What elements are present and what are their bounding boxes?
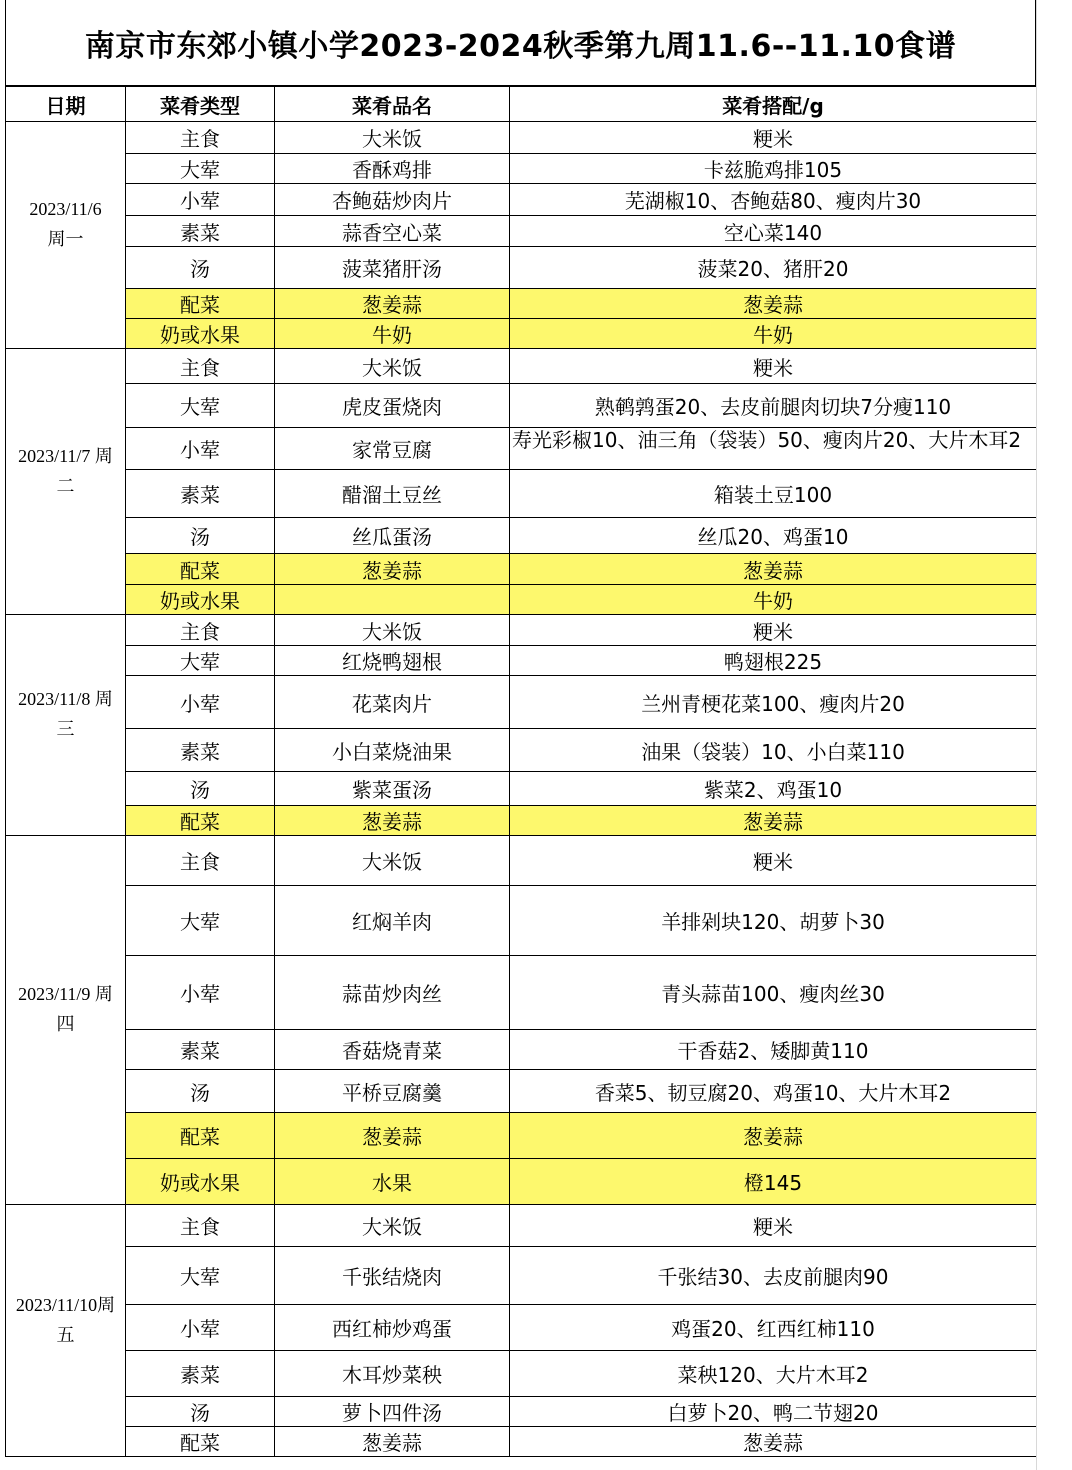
dish-recipe-cell: 青头蒜苗100、瘦肉丝30	[510, 956, 1037, 1030]
dish-name-cell: 香菇烧青菜	[275, 1030, 510, 1070]
menu-row	[6, 615, 1037, 646]
menu-row	[6, 676, 1037, 729]
dish-type-cell: 主食	[126, 836, 275, 886]
header-dish-type: 菜肴类型	[126, 87, 275, 122]
menu-row	[6, 1351, 1037, 1397]
dish-type-cell: 奶或水果	[126, 585, 275, 615]
dish-type-cell: 主食	[126, 615, 275, 646]
menu-row	[6, 1070, 1037, 1113]
dish-name-cell: 葱姜蒜	[275, 1427, 510, 1457]
dish-type-cell: 汤	[126, 518, 275, 554]
sheet-gridline	[1036, 0, 1037, 1470]
dish-recipe-cell: 空心菜140	[510, 216, 1037, 247]
dish-recipe-cell: 寿光彩椒10、油三角（袋装）50、瘦肉片20、大片木耳2	[510, 428, 1037, 470]
menu-row	[6, 1397, 1037, 1427]
menu-row	[6, 1205, 1037, 1247]
dish-name-cell: 花菜肉片	[275, 676, 510, 729]
dish-name-cell: 虎皮蛋烧肉	[275, 384, 510, 428]
dish-name-cell: 红焖羊肉	[275, 886, 510, 956]
menu-row	[6, 1247, 1037, 1305]
dish-type-cell: 小荤	[126, 428, 275, 470]
day-weekday: 三	[56, 719, 75, 739]
header-dish-name: 菜肴品名	[275, 87, 510, 122]
dish-type-cell: 大荤	[126, 646, 275, 676]
dish-type-cell: 配菜	[126, 1113, 275, 1159]
menu-title: 南京市东郊小镇小学2023-2024秋季第九周11.6--11.10食谱	[5, 0, 1036, 86]
dish-recipe-cell: 粳米	[510, 836, 1037, 886]
menu-body	[6, 122, 1037, 1457]
dish-name-cell: 小白菜烧油果	[275, 729, 510, 772]
menu-sheet	[5, 0, 1036, 1457]
menu-row	[6, 349, 1037, 384]
dish-type-cell: 大荤	[126, 1247, 275, 1305]
menu-row	[6, 247, 1037, 289]
dish-type-cell: 小荤	[126, 676, 275, 729]
dish-type-cell: 奶或水果	[126, 1159, 275, 1205]
dish-name-cell: 杏鲍菇炒肉片	[275, 184, 510, 216]
dish-recipe-cell: 鸡蛋20、红西红柿110	[510, 1305, 1037, 1351]
day-date: 2023/11/8 周	[18, 689, 113, 709]
dish-recipe-cell: 白萝卜20、鸭二节翅20	[510, 1397, 1037, 1427]
dish-recipe-cell: 粳米	[510, 615, 1037, 646]
dish-name-cell: 香酥鸡排	[275, 154, 510, 184]
day-weekday: 二	[56, 475, 75, 496]
dish-name-cell: 葱姜蒜	[275, 1113, 510, 1159]
dish-recipe-cell: 葱姜蒜	[510, 806, 1037, 836]
dish-recipe-cell: 芜湖椒10、杏鲍菇80、瘦肉片30	[510, 184, 1037, 216]
dish-name-cell: 水果	[275, 1159, 510, 1205]
day-date-cell	[6, 1205, 126, 1457]
day-date: 2023/11/10周	[15, 1294, 116, 1315]
dish-name-cell: 大米饭	[275, 836, 510, 886]
day-date-cell	[6, 836, 126, 1205]
dish-recipe-cell: 千张结30、去皮前腿肉90	[510, 1247, 1037, 1305]
header-date: 日期	[6, 87, 126, 122]
dish-name-cell: 红烧鸭翅根	[275, 646, 510, 676]
dish-name-cell: 大米饭	[275, 615, 510, 646]
dish-recipe-cell: 菜秧120、大片木耳2	[510, 1351, 1037, 1397]
day-weekday: 四	[56, 1014, 75, 1034]
dish-type-cell: 主食	[126, 1205, 275, 1247]
dish-name-cell: 菠菜猪肝汤	[275, 247, 510, 289]
dish-recipe-cell: 葱姜蒜	[510, 1427, 1037, 1457]
dish-type-cell: 汤	[126, 772, 275, 806]
dish-recipe-cell: 鸭翅根225	[510, 646, 1037, 676]
dish-name-cell: 丝瓜蛋汤	[275, 518, 510, 554]
menu-row	[6, 1030, 1037, 1070]
menu-row	[6, 216, 1037, 247]
dish-name-cell: 萝卜四件汤	[275, 1397, 510, 1427]
dish-name-cell: 大米饭	[275, 349, 510, 384]
dish-recipe-cell: 紫菜2、鸡蛋10	[510, 772, 1037, 806]
menu-row	[6, 554, 1037, 585]
dish-recipe-cell: 葱姜蒜	[510, 289, 1037, 319]
menu-row	[6, 646, 1037, 676]
dish-name-cell: 葱姜蒜	[275, 289, 510, 319]
dish-type-cell: 素菜	[126, 1030, 275, 1070]
dish-type-cell: 大荤	[126, 384, 275, 428]
menu-row	[6, 184, 1037, 216]
header-row	[6, 87, 1037, 122]
dish-name-cell: 醋溜土豆丝	[275, 470, 510, 518]
menu-table	[5, 86, 1037, 1457]
dish-recipe-cell: 橙145	[510, 1159, 1037, 1205]
dish-recipe-cell: 卡兹脆鸡排105	[510, 154, 1037, 184]
dish-recipe-cell: 香菜5、韧豆腐20、鸡蛋10、大片木耳2	[510, 1070, 1037, 1113]
dish-type-cell: 主食	[126, 349, 275, 384]
dish-type-cell: 大荤	[126, 886, 275, 956]
dish-recipe-cell: 菠菜20、猪肝20	[510, 247, 1037, 289]
dish-recipe-cell: 油果（袋装）10、小白菜110	[510, 729, 1037, 772]
menu-row	[6, 470, 1037, 518]
dish-recipe-cell: 熟鹌鹑蛋20、去皮前腿肉切块7分瘦110	[510, 384, 1037, 428]
menu-row	[6, 806, 1037, 836]
day-date: 2023/11/6	[29, 199, 102, 219]
dish-recipe-cell: 干香菇2、矮脚黄110	[510, 1030, 1037, 1070]
dish-name-cell: 葱姜蒜	[275, 806, 510, 836]
dish-type-cell: 素菜	[126, 216, 275, 247]
dish-type-cell: 奶或水果	[126, 319, 275, 349]
dish-recipe-cell: 兰州青梗花菜100、瘦肉片20	[510, 676, 1037, 729]
day-weekday: 五	[56, 1324, 75, 1345]
dish-type-cell: 配菜	[126, 554, 275, 585]
dish-name-cell: 牛奶	[275, 319, 510, 349]
dish-recipe-cell: 箱装土豆100	[510, 470, 1037, 518]
menu-row	[6, 154, 1037, 184]
menu-row	[6, 1159, 1037, 1205]
menu-row	[6, 319, 1037, 349]
dish-name-cell: 蒜香空心菜	[275, 216, 510, 247]
menu-row	[6, 289, 1037, 319]
dish-name-cell: 葱姜蒜	[275, 554, 510, 585]
menu-row	[6, 836, 1037, 886]
dish-type-cell: 汤	[126, 1397, 275, 1427]
dish-type-cell: 小荤	[126, 184, 275, 216]
dish-type-cell: 汤	[126, 1070, 275, 1113]
dish-name-cell: 大米饭	[275, 122, 510, 154]
dish-name-cell: 平桥豆腐羹	[275, 1070, 510, 1113]
dish-name-cell: 紫菜蛋汤	[275, 772, 510, 806]
dish-type-cell: 小荤	[126, 1305, 275, 1351]
dish-recipe-cell: 粳米	[510, 349, 1037, 384]
menu-row	[6, 518, 1037, 554]
dish-type-cell: 配菜	[126, 1427, 275, 1457]
dish-recipe-cell: 牛奶	[510, 585, 1037, 615]
dish-recipe-cell: 粳米	[510, 122, 1037, 154]
dish-name-cell: 木耳炒菜秧	[275, 1351, 510, 1397]
dish-name-cell: 大米饭	[275, 1205, 510, 1247]
day-date-cell	[6, 122, 126, 349]
menu-row	[6, 384, 1037, 428]
day-date: 2023/11/7 周	[18, 445, 113, 466]
menu-row	[6, 1113, 1037, 1159]
menu-row	[6, 122, 1037, 154]
dish-name-cell: 蒜苗炒肉丝	[275, 956, 510, 1030]
dish-name-cell: 西红柿炒鸡蛋	[275, 1305, 510, 1351]
menu-row	[6, 886, 1037, 956]
menu-row	[6, 772, 1037, 806]
menu-row	[6, 729, 1037, 772]
dish-type-cell: 小荤	[126, 956, 275, 1030]
dish-type-cell: 主食	[126, 122, 275, 154]
dish-type-cell: 配菜	[126, 289, 275, 319]
menu-row	[6, 1427, 1037, 1457]
dish-recipe-cell: 粳米	[510, 1205, 1037, 1247]
day-date-cell	[6, 349, 126, 615]
menu-row	[6, 1305, 1037, 1351]
dish-type-cell: 素菜	[126, 1351, 275, 1397]
day-date-cell	[6, 615, 126, 836]
menu-row	[6, 428, 1037, 470]
dish-type-cell: 素菜	[126, 470, 275, 518]
day-weekday: 周一	[47, 229, 84, 249]
dish-type-cell: 素菜	[126, 729, 275, 772]
dish-name-cell: 家常豆腐	[275, 428, 510, 470]
dish-name-cell	[275, 585, 510, 615]
menu-row	[6, 956, 1037, 1030]
dish-recipe-cell: 葱姜蒜	[510, 1113, 1037, 1159]
dish-recipe-cell: 牛奶	[510, 319, 1037, 349]
header-dish-recipe: 菜肴搭配/g	[510, 87, 1037, 122]
dish-recipe-cell: 葱姜蒜	[510, 554, 1037, 585]
dish-type-cell: 汤	[126, 247, 275, 289]
menu-row	[6, 585, 1037, 615]
dish-name-cell: 千张结烧肉	[275, 1247, 510, 1305]
dish-type-cell: 配菜	[126, 806, 275, 836]
day-date: 2023/11/9 周	[18, 984, 113, 1004]
dish-type-cell: 大荤	[126, 154, 275, 184]
dish-recipe-cell: 羊排剁块120、胡萝卜30	[510, 886, 1037, 956]
dish-recipe-cell: 丝瓜20、鸡蛋10	[510, 518, 1037, 554]
